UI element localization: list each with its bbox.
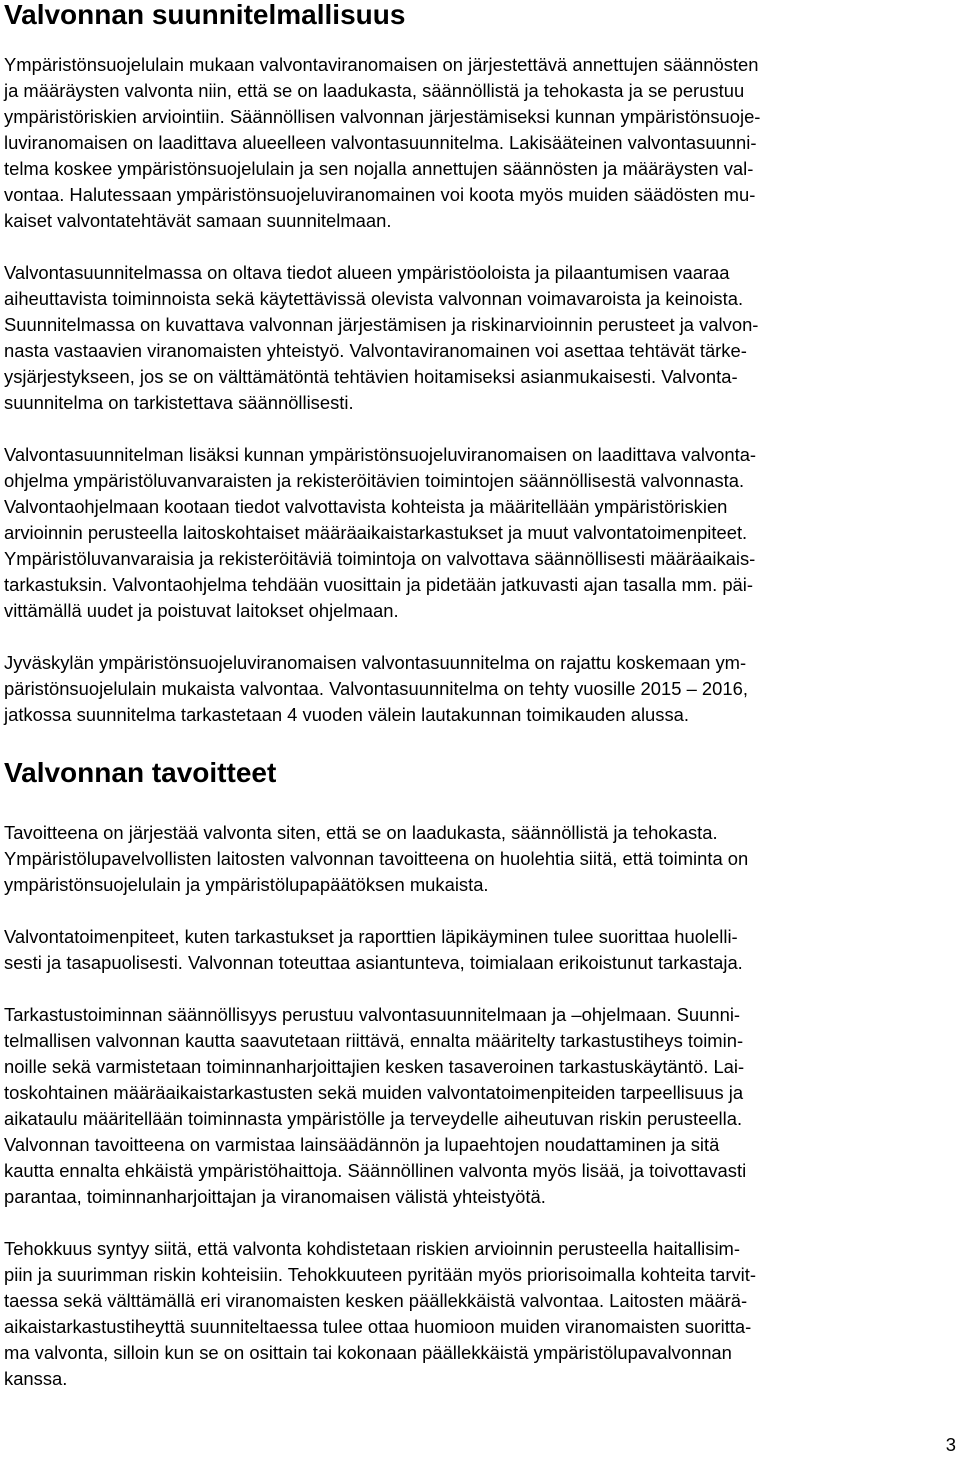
text-line: aikaistarkastustiheyttä suunniteltaessa tulee ottaa huomioon muiden viranomaisten suorittа-	[4, 1316, 752, 1337]
text-line: noille sekä varmistetaan toiminnanharjoittajien kesken tasaveroinen tarkastuskäytäntö. Lai-	[4, 1056, 745, 1077]
text-line: nasta vastaavien viranomaisten yhteistyö. Valvontaviranomainen voi asettaa tehtävät tärke-	[4, 340, 747, 361]
text-line: ysjärjestykseen, jos se on välttämätöntä tehtävien hoitamiseksi asianmukaisesti. Valvonta-	[4, 366, 738, 387]
text-line: taessa sekä välttämällä eri viranomaisten kesken päällekkäistä valvontaa. Laitosten määrä-	[4, 1290, 748, 1311]
text-line: Suunnitelmassa on kuvattava valvonnan järjestämisen ja riskinarvioinnin perusteet ja valvon-	[4, 314, 759, 335]
text-line: päristönsuojelulain mukaista valvontaa. Valvontasuunnitelma on tehty vuosille 2015 – 2016,	[4, 678, 748, 699]
text-line: Tehokkuus syntyy siitä, että valvonta kohdistetaan riskien arvioinnin perusteella haitallisim-	[4, 1238, 740, 1259]
paragraph	[4, 52, 948, 234]
text-line: ympäristönsuojelulain ja ympäristölupapäätöksen mukaista.	[4, 874, 489, 895]
text-line: Tarkastustoiminnan säännöllisyys perustuu valvontasuunnitelmaan ja –ohjelmaan. Suunni-	[4, 1004, 741, 1025]
text-line: suunnitelma on tarkistettava säännöllisesti.	[4, 392, 354, 413]
text-line: kaiset valvontatehtävät samaan suunnitelmaan.	[4, 210, 392, 231]
section-heading-valvonnan-suunnitelmallisuus: Valvonnan suunnitelmallisuus	[4, 0, 406, 30]
paragraph	[4, 1236, 948, 1392]
text-line: jatkossa suunnitelma tarkastetaan 4 vuoden välein lautakunnan toimikauden alussa.	[4, 704, 689, 725]
paragraph	[4, 1002, 948, 1210]
paragraph	[4, 260, 948, 416]
text-line: Valvonnan tavoitteena on varmistaa lainsäädännön ja lupaehtojen noudattaminen ja sitä	[4, 1134, 720, 1155]
text-line: Ympäristölupavelvollisten laitosten valvonnan tavoitteena on huolehtia siitä, että toiminta on	[4, 848, 749, 869]
text-line: aikataulu määritellään toiminnasta ympäristölle ja terveydelle aiheutuvan riskin perusteella.	[4, 1108, 743, 1129]
text-line: ohjelma ympäristöluvanvaraisten ja rekisteröitävien toimintojen säännöllisestä valvonnasta.	[4, 470, 745, 491]
text-line: tarkastuksin. Valvontaohjelma tehdään vuosittain ja pidetään jatkuvasti ajan tasalla mm. päi-	[4, 574, 753, 595]
page-number: 3	[945, 1434, 956, 1455]
text-line: luviranomaisen on laadittava alueelleen valvontasuunnitelma. Lakisääteinen valvontasuunni-	[4, 132, 757, 153]
section-heading-valvonnan-tavoitteet: Valvonnan tavoitteet	[4, 757, 277, 788]
text-line: aiheuttavista toiminnoista sekä käytettävissä olevista valvonnan voimavaroista ja keinoista.	[4, 288, 744, 309]
text-line: Valvontatoimenpiteet, kuten tarkastukset ja raporttien läpikäyminen tulee suorittaa huolelli-	[4, 926, 738, 947]
paragraph	[4, 924, 948, 976]
document-page	[4, 0, 948, 1418]
text-line: telmallisen valvonnan kautta saavutetaan riittävä, ennalta määritelty tarkastustiheys toimin-	[4, 1030, 744, 1051]
text-line: Valvontasuunnitelman lisäksi kunnan ympäristönsuojeluviranomaisen on laadittava valvonta-	[4, 444, 757, 465]
text-line: telma koskee ympäristönsuojelulain ja sen nojalla annettujen säännösten ja määräysten val-	[4, 158, 754, 179]
text-line: Ympäristönsuojelulain mukaan valvontaviranomaisen on järjestettävä annettujen säännösten	[4, 54, 759, 75]
text-line: kautta ennalta ehkäistä ympäristöhaittoja. Säännöllinen valvonta myös lisää, ja toivottavasti	[4, 1160, 747, 1181]
text-line: Tavoitteena on järjestää valvonta siten, että se on laadukasta, säännöllistä ja tehokasta.	[4, 822, 718, 843]
text-line: arvioinnin perusteella laitoskohtaiset määräaikaistarkastukset ja muut valvontatoimenpiteet.	[4, 522, 748, 543]
paragraph	[4, 820, 948, 898]
paragraph	[4, 650, 948, 728]
text-line: Valvontaohjelmaan kootaan tiedot valvottavista kohteista ja määritellään ympäristöriskien	[4, 496, 728, 517]
text-line: Jyväskylän ympäristönsuojeluviranomaisen valvontasuunnitelma on rajattu koskemaan ym-	[4, 652, 747, 673]
text-line: ja määräysten valvonta niin, että se on laadukasta, säännöllistä ja tehokasta ja se perustuu	[4, 80, 745, 101]
text-line: Ympäristöluvanvaraisia ja rekisteröitäviä toimintoja on valvottava säännöllisesti määräaikais-	[4, 548, 756, 569]
text-line: ympäristöriskien arviointiin. Säännöllisen valvonnan järjestämiseksi kunnan ympäristönsuoje-	[4, 106, 761, 127]
text-line: toskohtainen määräaikaistarkastusten sekä muiden valvontatoimenpiteiden tarpeellisuus ja	[4, 1082, 744, 1103]
text-line: piin ja suurimman riskin kohteisiin. Tehokkuuteen pyritään myös priorisoimalla kohteita tarvit-	[4, 1264, 756, 1285]
text-line: parantaa, toiminnanharjoittajan ja viranomaisen välistä yhteistyötä.	[4, 1186, 546, 1207]
text-line: vittämällä uudet ja poistuvat laitokset ohjelmaan.	[4, 600, 399, 621]
text-line: sesti ja tasapuolisesti. Valvonnan toteuttaa asiantunteva, toimialaan erikoistunut tarkastaja.	[4, 952, 743, 973]
text-line: vontaa. Halutessaan ympäristönsuojeluviranomainen voi koota myös muiden säädösten mu-	[4, 184, 756, 205]
text-line: ma valvonta, silloin kun se on osittain tai kokonaan päällekkäistä ympäristölupavalvonnan	[4, 1342, 732, 1363]
text-line: kanssa.	[4, 1368, 68, 1389]
paragraph	[4, 442, 948, 624]
text-line: Valvontasuunnitelmassa on oltava tiedot alueen ympäristöoloista ja pilaantumisen vaaraa	[4, 262, 730, 283]
